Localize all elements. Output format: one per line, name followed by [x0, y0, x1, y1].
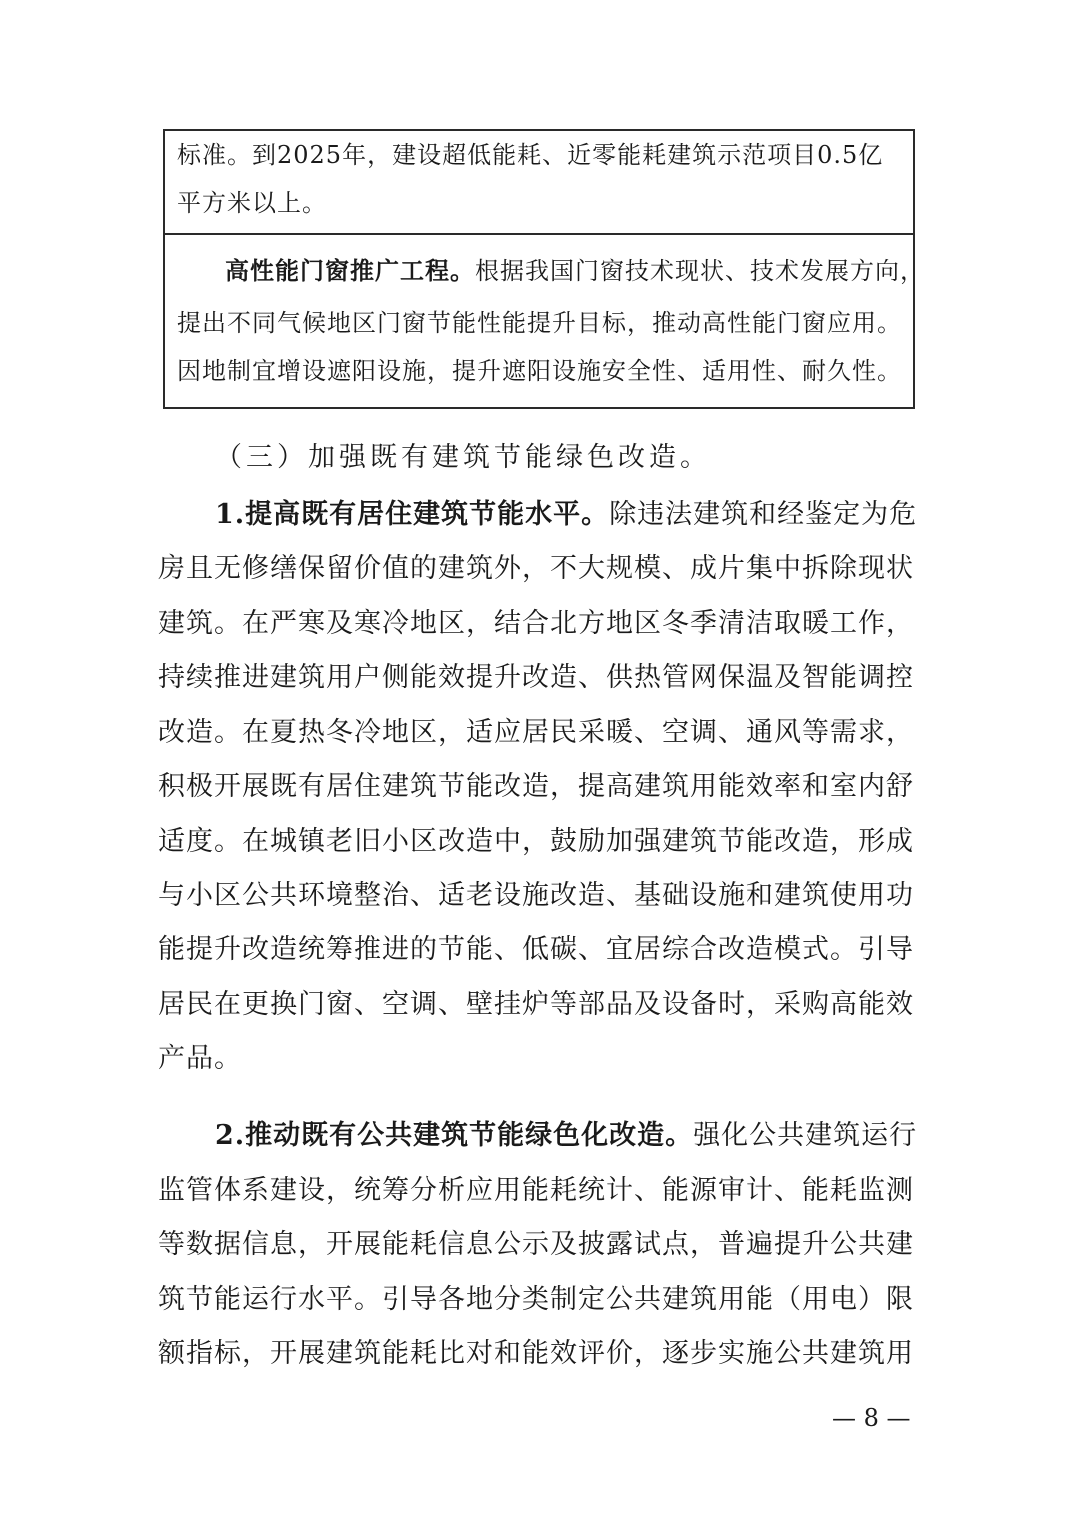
- section-heading: （三）加强既有建筑节能绿色改造。: [215, 442, 711, 473]
- para1-line: 产品。: [158, 1043, 242, 1074]
- box-bottom-line: 因地制宜增设遮阳设施，提升遮阳设施安全性、适用性、耐久性。: [177, 357, 902, 385]
- box-top-line: 平方米以上。: [177, 189, 327, 217]
- para1-line: 改造。在夏热冬冷地区，适应居民采暖、空调、通风等需求，: [158, 717, 914, 748]
- para1-line: 与小区公共环境整治、适老设施改造、基础设施和建筑使用功: [158, 880, 914, 911]
- box-top-line: 标准。到2025年，建设超低能耗、近零能耗建筑示范项目0.5亿: [177, 141, 884, 169]
- para1-line: 持续推进建筑用户侧能效提升改造、供热管网保温及智能调控: [158, 662, 914, 693]
- para1-line: 能提升改造统筹推进的节能、低碳、宜居综合改造模式。引导: [158, 934, 914, 965]
- para2-line: 额指标，开展建筑能耗比对和能效评价，逐步实施公共建筑用: [158, 1338, 914, 1369]
- para1-first-rest: 除违法建筑和经鉴定为危: [609, 499, 918, 530]
- para2-line: 筑节能运行水平。引导各地分类制定公共建筑用能（用电）限: [158, 1284, 914, 1315]
- box-bottom-first-rest: 根据我国门窗技术现状、技术发展方向，: [475, 257, 925, 285]
- para1-line: 积极开展既有居住建筑节能改造，提高建筑用能效率和室内舒: [158, 771, 914, 802]
- para2-first-line: [215, 1118, 917, 1154]
- page-number: — 8 —: [832, 1404, 911, 1432]
- para1-line: 房且无修缮保留价值的建筑外，不大规模、成片集中拆除现状: [158, 553, 914, 584]
- box-bottom-first-line: [225, 255, 925, 287]
- para1-first-line: [215, 497, 917, 533]
- project-box: [163, 129, 925, 409]
- para1-line: 建筑。在严寒及寒冷地区，结合北方地区冬季清洁取暖工作，: [158, 608, 914, 639]
- para2-line: 监管体系建设，统筹分析应用能耗统计、能源审计、能耗监测: [158, 1175, 914, 1206]
- para2-first-rest: 强化公共建筑运行: [693, 1120, 918, 1151]
- para1-line: 适度。在城镇老旧小区改造中，鼓励加强建筑节能改造，形成: [158, 826, 914, 857]
- para2-title: 2.推动既有公共建筑节能绿色化改造。: [215, 1120, 694, 1151]
- box-bottom-line: 提出不同气候地区门窗节能性能提升目标，推动高性能门窗应用。: [177, 309, 902, 337]
- project-box-bottom-cell: [165, 235, 925, 407]
- para1-title: 1.提高既有居住建筑节能水平。: [215, 499, 610, 530]
- project-box-top-cell: [165, 131, 913, 235]
- box-bottom-title: 高性能门窗推广工程。: [225, 256, 475, 285]
- para1-line: 居民在更换门窗、空调、壁挂炉等部品及设备时，采购高能效: [158, 989, 914, 1020]
- para2-line: 等数据信息，开展能耗信息公示及披露试点，普遍提升公共建: [158, 1229, 914, 1260]
